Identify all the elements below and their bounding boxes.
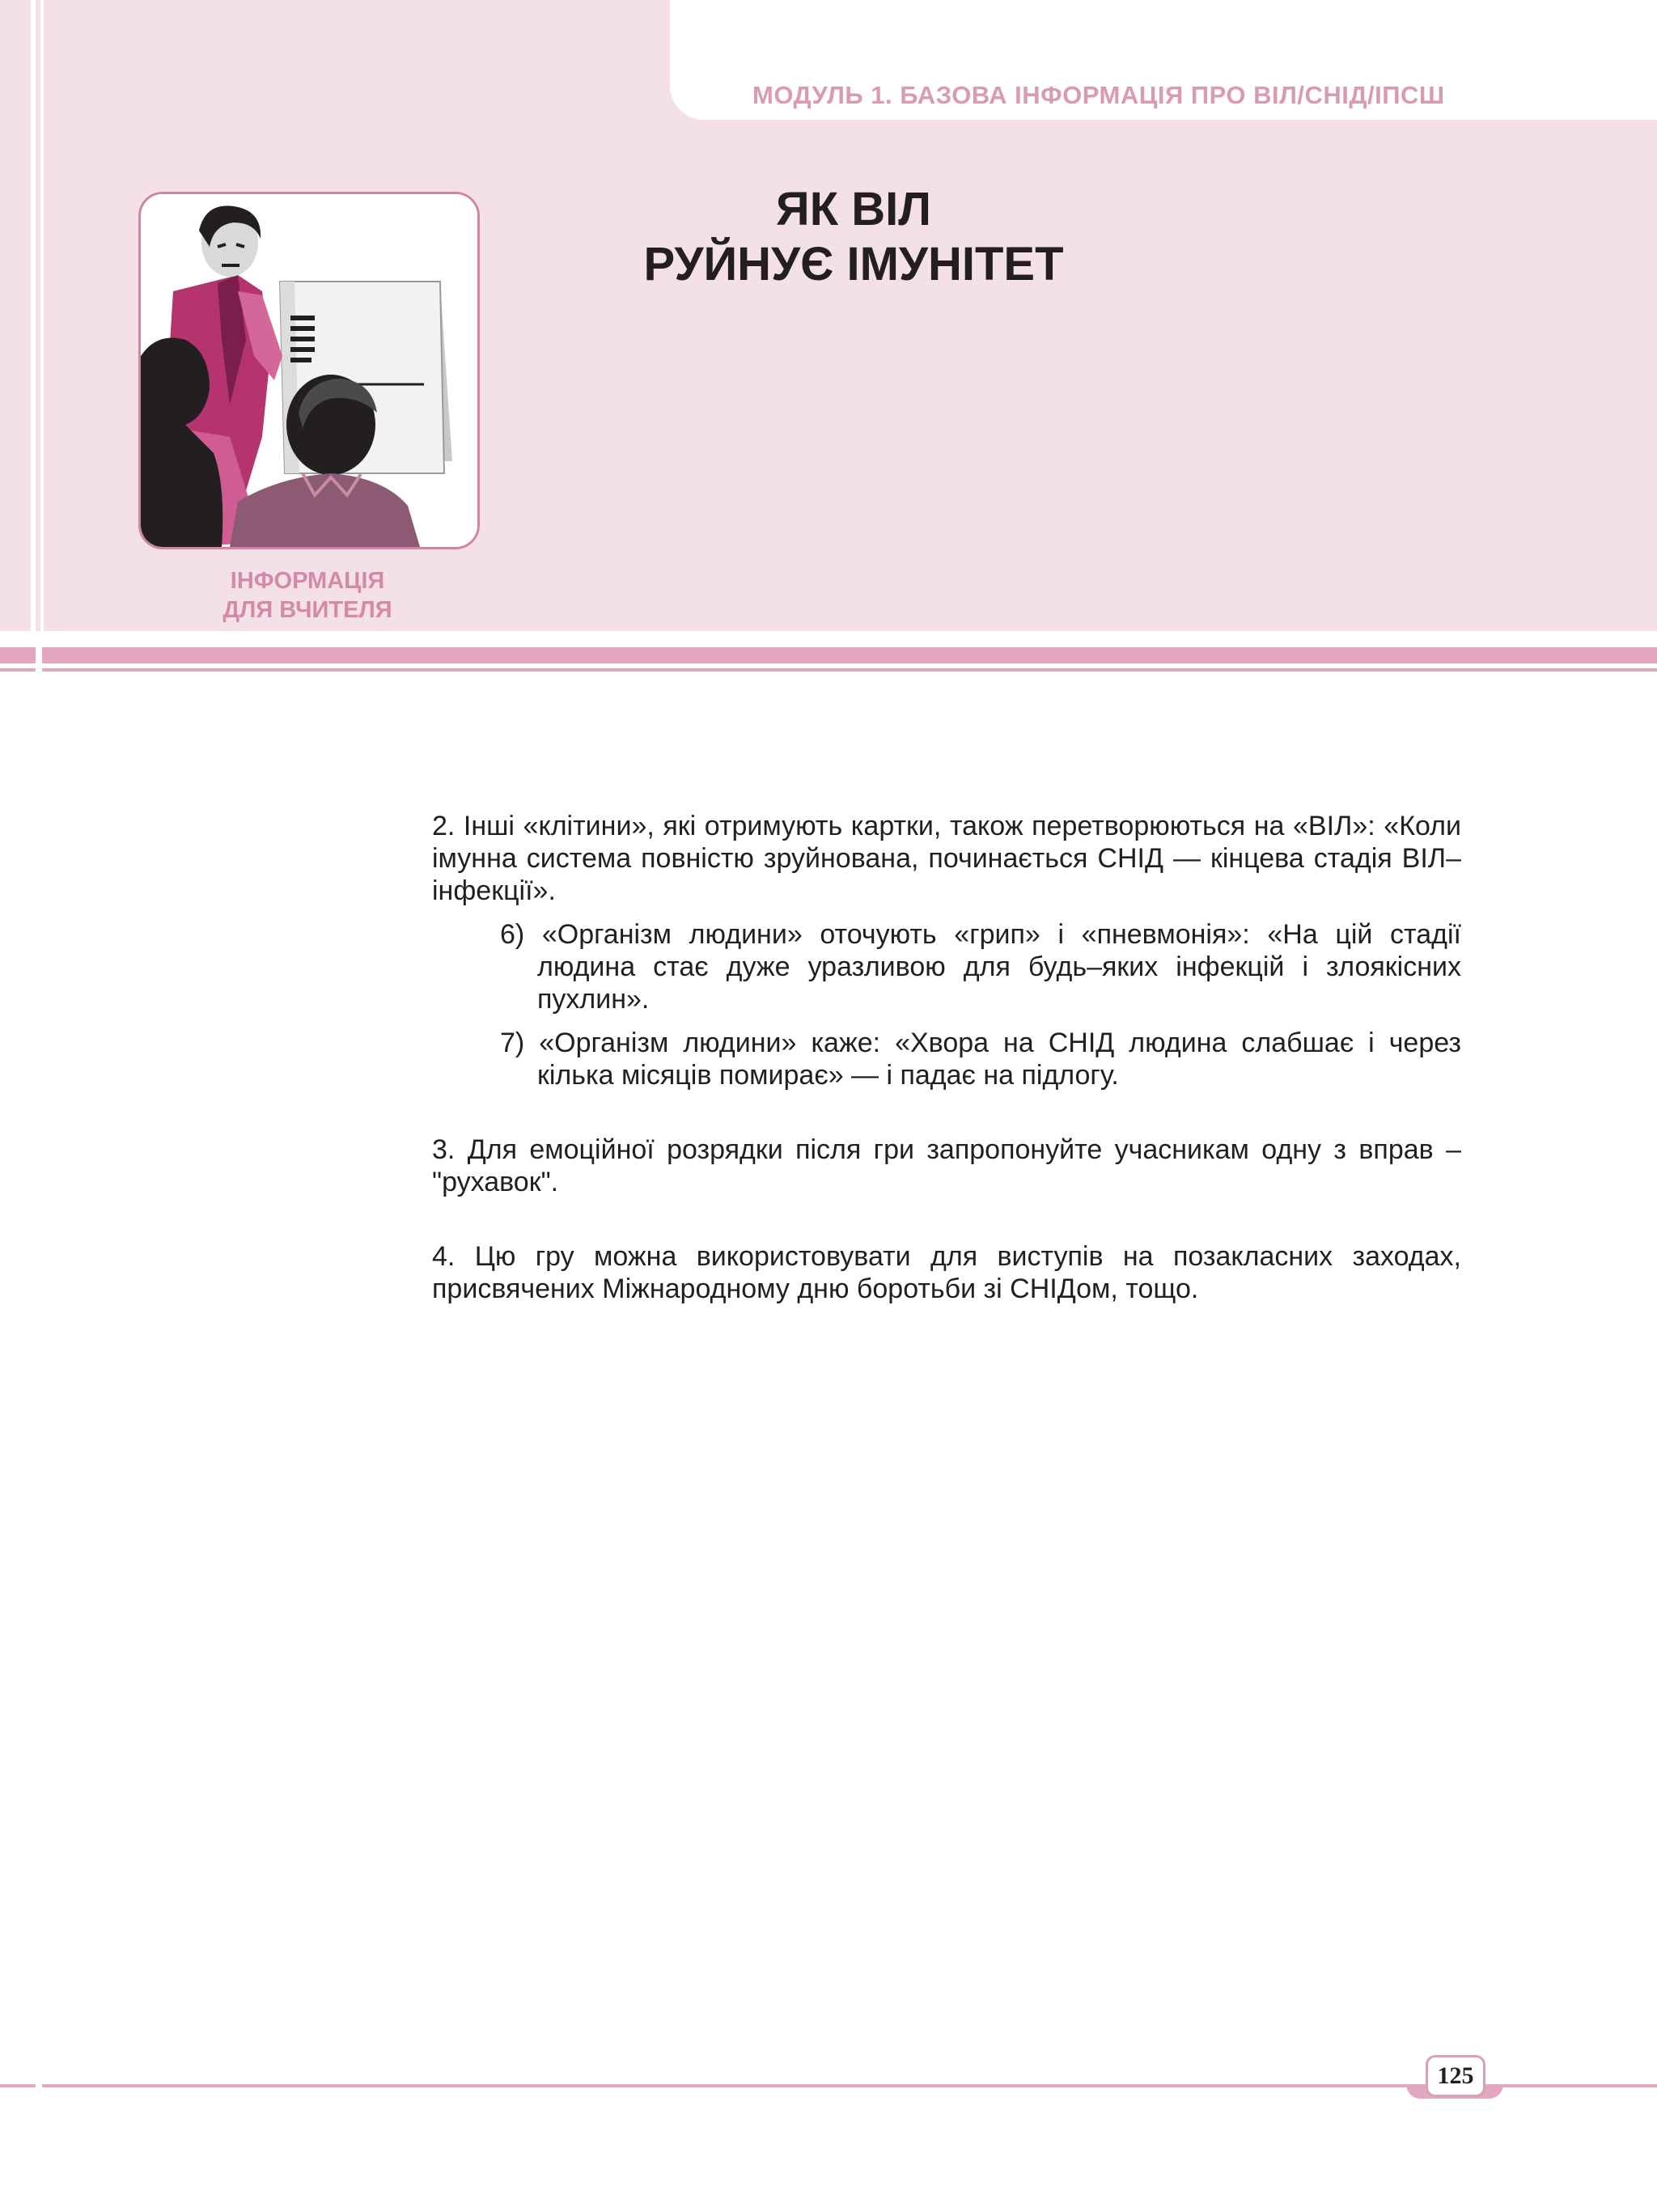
paragraph-4: 4. Цю гру можна використовувати для виступів на позакласних заходах, присвячених Міжнародному дню боротьби зі СНІДом, тощо. [432, 1241, 1461, 1304]
page-title-line-2: РУЙНУЄ ІМУНІТЕТ [643, 238, 1064, 290]
list-item-6: 6) «Організм людини» оточують «грип» і «пневмонія»: «На цій стадії людина стає дуже уразливою для будь–яких інфекцій і злоякісних пухлин». [500, 919, 1461, 1015]
illustration-caption [162, 566, 453, 625]
left-margin-stripe [31, 0, 36, 631]
caption-line-1: ІНФОРМАЦІЯ [230, 568, 385, 594]
paragraph-2: 2. Інші «клітини», які отримують картки, також перетворюються на «ВІЛ»: «Коли імунна система повністю зруйнована, починається СНІД — кінцева стадія ВІЛ–інфекції». [432, 811, 1461, 906]
main-content [432, 810, 1461, 1305]
paragraph-3: 3. Для емоційної розрядки після гри запропонуйте учасникам одну з вправ – "рухавок". [432, 1134, 1461, 1197]
list-item-7: 7) «Організм людини» каже: «Хвора на СНІД людина слабшає і через кілька місяців помирає» — і падає на підлогу. [500, 1028, 1461, 1091]
caption-line-2: ДЛЯ ВЧИТЕЛЯ [222, 597, 392, 623]
page-number: 125 [1426, 2055, 1485, 2097]
footer-gap [36, 2079, 42, 2092]
page-title [566, 182, 1141, 292]
teacher-presenting-illustration [141, 194, 477, 547]
header-divider-line [0, 668, 1657, 672]
teacher-illustration-frame [138, 192, 480, 549]
divider-gap [36, 643, 42, 676]
module-title: МОДУЛЬ 1. БАЗОВА ІНФОРМАЦІЯ ПРО ВІЛ/СНІД/ІПСШ [752, 81, 1445, 109]
header-divider-band [0, 647, 1657, 663]
left-margin-stripe [40, 0, 44, 631]
page-title-line-1: ЯК ВІЛ [776, 183, 931, 235]
